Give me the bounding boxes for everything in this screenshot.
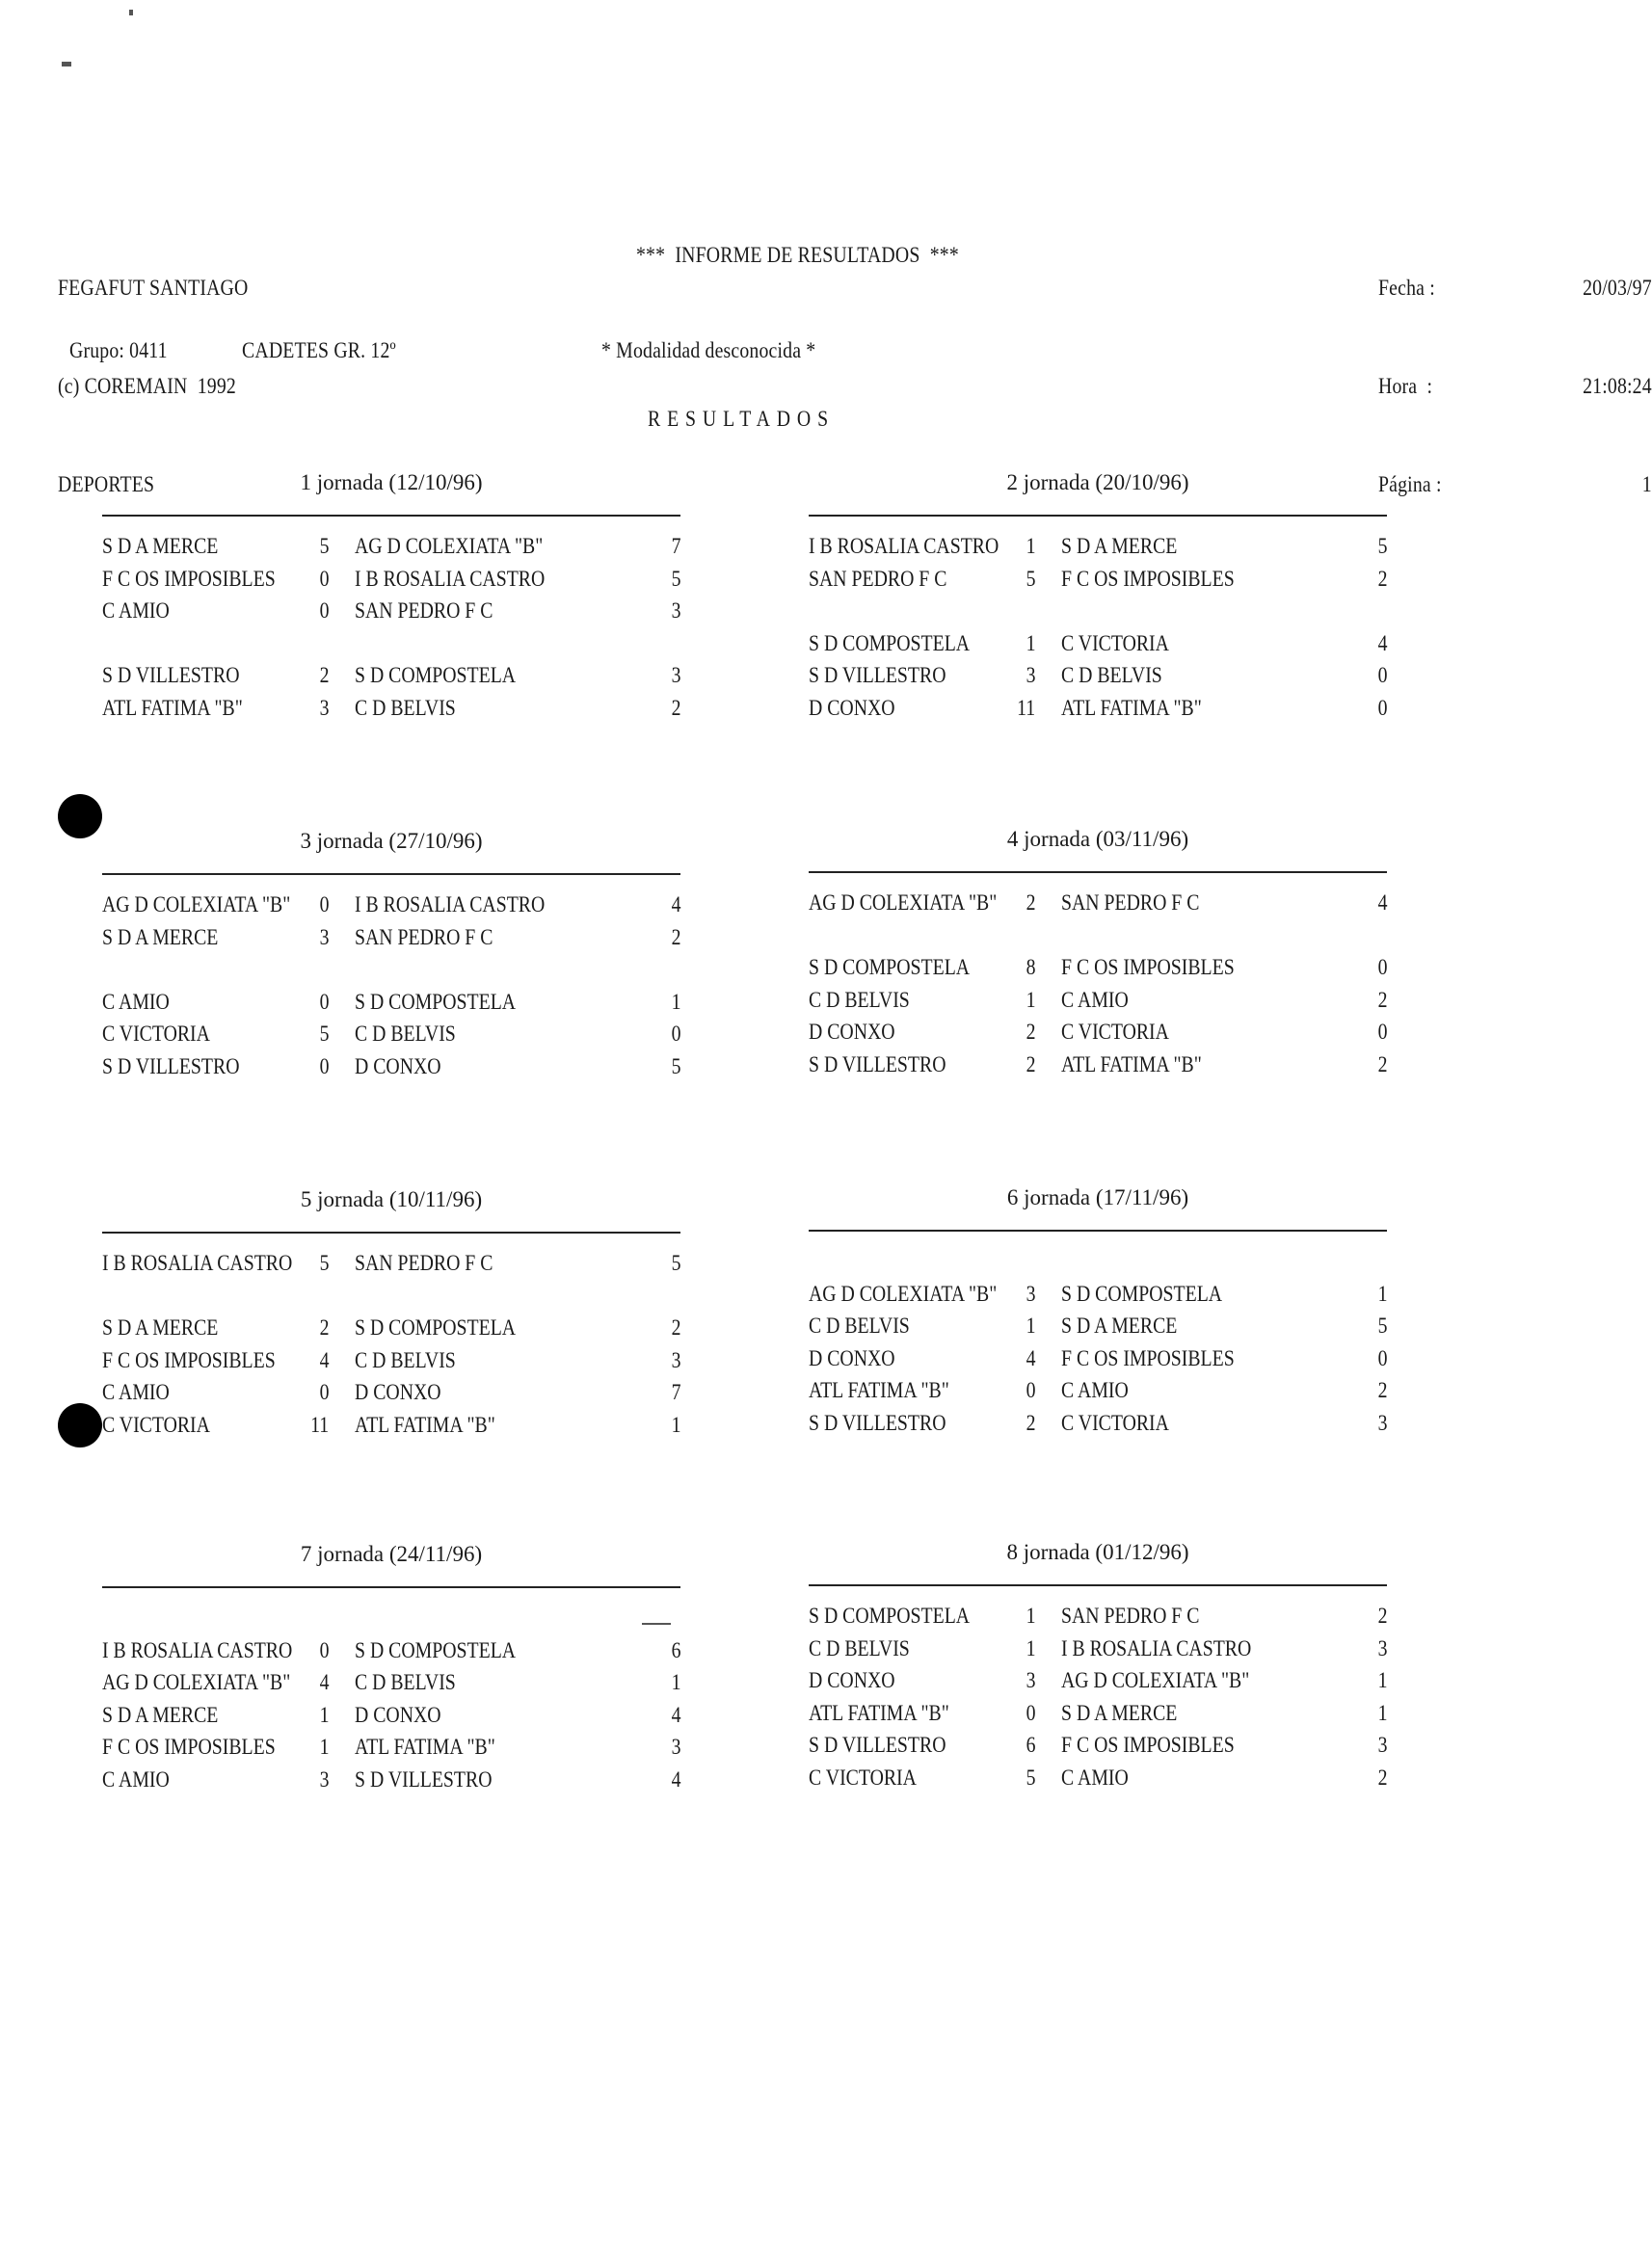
home-team: I B ROSALIA CASTRO [102,1251,293,1275]
match-row [809,1049,1387,1081]
home-team: C D BELVIS [809,987,910,1012]
match-row [102,921,680,954]
home-score: 3 [1026,1281,1035,1306]
home-score: 2 [1026,1411,1035,1435]
away-score: 2 [671,924,680,949]
match-row [809,1697,1387,1730]
match-row [102,1409,680,1442]
away-team: C D BELVIS [1061,663,1162,688]
away-team: C D BELVIS [355,696,456,720]
away-team: C VICTORIA [1061,1020,1169,1045]
home-score: 4 [1026,1345,1035,1370]
report-title: *** INFORME DE RESULTADOS *** [636,243,959,267]
away-score: 4 [671,892,680,916]
away-team: I B ROSALIA CASTRO [355,566,546,591]
away-score: 3 [671,1347,680,1372]
away-score: 3 [671,663,680,688]
home-team: F C OS IMPOSIBLES [102,1735,276,1760]
section-title: RESULTADOS [648,407,835,431]
home-score: 1 [319,1735,329,1760]
home-score: 2 [1026,1020,1035,1045]
home-team: SAN PEDRO F C [809,566,947,591]
match-row [809,1407,1387,1440]
home-score: 11 [1016,696,1035,720]
home-team: S D VILLESTRO [809,1052,946,1076]
away-score: 5 [671,1251,680,1275]
jornada-divider [102,1232,680,1234]
jornada-title: 7 jornada (24/11/96) [300,1542,483,1566]
home-team: C VICTORIA [809,1766,917,1790]
home-score: 0 [1026,1700,1035,1725]
home-team: ATL FATIMA "B" [809,1700,949,1725]
match-row [809,1310,1387,1342]
away-team: S D COMPOSTELA [355,1315,517,1341]
group-label: Grupo: 0411 [69,338,168,362]
jornada-title: 5 jornada (10/11/96) [300,1187,483,1211]
home-score: 1 [1026,987,1035,1012]
away-score: 4 [671,1767,680,1792]
home-score: 0 [319,1380,329,1405]
away-score: 3 [1377,1411,1387,1435]
away-score: 1 [1377,1700,1387,1725]
home-score: 1 [1026,1314,1035,1339]
match-row [102,1344,680,1377]
jornada-block [809,1536,1387,1796]
scan-speck [642,1623,671,1625]
away-team: C VICTORIA [1061,1411,1169,1435]
jornada-title: 8 jornada (01/12/96) [1006,1540,1189,1564]
scan-speck [62,62,71,66]
match-row [102,659,680,692]
match-row [809,1664,1387,1697]
home-score: 5 [1026,1766,1035,1790]
home-team: AG D COLEXIATA "B" [809,1281,998,1306]
home-team: S D COMPOSTELA [809,1604,971,1628]
match-row [809,984,1387,1017]
home-score: 1 [1026,1604,1035,1628]
home-team: S D VILLESTRO [102,1054,240,1078]
home-score: 1 [1026,630,1035,655]
away-team: S D A MERCE [1061,534,1178,558]
away-team: S D VILLESTRO [355,1767,493,1792]
home-score: 0 [319,1637,329,1662]
away-score: 1 [1377,1668,1387,1693]
away-team: SAN PEDRO F C [355,1251,493,1275]
away-team: D CONXO [355,1702,441,1727]
match-row [102,1731,680,1764]
away-score: 7 [671,1380,680,1405]
away-score: 5 [1377,1314,1387,1339]
group-modalidad: * Modalidad desconocida * [601,338,816,362]
away-score: 7 [671,534,680,558]
away-team: S D COMPOSTELA [355,663,517,688]
match-row [102,1699,680,1732]
home-team: D CONXO [809,1668,895,1693]
away-team: S D A MERCE [1061,1314,1178,1339]
away-score: 4 [1377,630,1387,655]
away-score: 2 [1377,1766,1387,1790]
jornada-divider [102,1586,680,1588]
away-score: 0 [1377,663,1387,688]
away-team: S D COMPOSTELA [355,989,517,1014]
away-team: C D BELVIS [355,1670,456,1695]
jornada-divider [809,871,1387,873]
away-team: C D BELVIS [355,1022,456,1047]
pagina-value: 1 [1641,472,1652,496]
match-row [809,1016,1387,1049]
away-score: 1 [671,1670,680,1695]
home-score: 3 [319,696,329,720]
group-category: CADETES GR. 12º [242,338,396,362]
home-score: 3 [1026,1668,1035,1693]
header-right [1378,206,1652,567]
match-row [809,1729,1387,1762]
match-row [809,1762,1387,1794]
away-team: I B ROSALIA CASTRO [1061,1635,1252,1660]
jornada-title: 6 jornada (17/11/96) [1006,1185,1189,1209]
home-team: S D A MERCE [102,924,219,949]
home-team: C AMIO [102,989,170,1014]
home-team: D CONXO [809,1345,895,1370]
jornada-divider [809,1584,1387,1586]
home-score: 0 [1026,1378,1035,1403]
hora-value: 21:08:24 [1583,374,1652,398]
jornada-block [102,1538,680,1798]
away-team: F C OS IMPOSIBLES [1061,1733,1235,1758]
home-team: S D VILLESTRO [102,663,240,688]
home-team: C D BELVIS [809,1635,910,1660]
jornada-block [102,1183,680,1444]
away-team: ATL FATIMA "B" [1061,1052,1202,1076]
home-score: 4 [319,1347,329,1372]
away-team: I B ROSALIA CASTRO [355,892,546,916]
home-team: I B ROSALIA CASTRO [809,534,999,558]
org-name: FEGAFUT SANTIAGO [58,276,249,300]
home-score: 1 [1026,1635,1035,1660]
jornada-divider [102,873,680,875]
match-row [102,1666,680,1699]
match-row [809,887,1387,919]
match-row [102,1050,680,1083]
match-row [809,627,1387,660]
away-score: 0 [1377,1345,1387,1370]
home-team: C AMIO [102,1380,170,1405]
away-score: 1 [1377,1281,1387,1306]
home-score: 5 [319,534,329,558]
home-team: AG D COLEXIATA "B" [809,890,998,915]
home-score: 4 [319,1670,329,1695]
match-row [809,563,1387,596]
home-score: 0 [319,989,329,1014]
away-score: 1 [671,1413,680,1437]
home-team: AG D COLEXIATA "B" [102,892,291,916]
match-row [102,1312,680,1344]
away-team: F C OS IMPOSIBLES [1061,1345,1235,1370]
match-row [102,1018,680,1050]
home-team: C VICTORIA [102,1022,210,1047]
away-score: 2 [1377,1604,1387,1628]
away-score: 5 [671,1054,680,1078]
home-team: S D COMPOSTELA [809,630,971,655]
home-team: C AMIO [102,1767,170,1792]
match-row [809,1342,1387,1375]
home-score: 5 [319,1251,329,1275]
match-row [102,595,680,627]
away-score: 0 [1377,955,1387,980]
home-score: 0 [319,566,329,591]
home-score: 8 [1026,955,1035,980]
home-score: 0 [319,1054,329,1078]
home-team: F C OS IMPOSIBLES [102,1347,276,1372]
fecha-value: 20/03/97 [1583,276,1652,300]
home-team: D CONXO [809,1020,895,1045]
away-team: F C OS IMPOSIBLES [1061,955,1235,980]
match-row [809,951,1387,984]
home-score: 0 [319,598,329,624]
jornada-divider [102,515,680,517]
away-team: S D COMPOSTELA [355,1637,517,1662]
away-score: 3 [671,1735,680,1760]
match-row [102,1376,680,1409]
away-score: 5 [1377,534,1387,558]
home-score: 2 [319,1315,329,1341]
jornada-title: 4 jornada (03/11/96) [1006,827,1189,851]
home-score: 6 [1026,1733,1035,1758]
match-row [102,1247,680,1280]
jornada-block [102,466,680,727]
home-score: 3 [1026,663,1035,688]
punch-hole-mark [58,794,102,838]
away-score: 5 [671,566,680,591]
jornada-title: 2 jornada (20/10/96) [1006,470,1189,494]
home-team: S D VILLESTRO [809,1411,946,1435]
away-score: 6 [671,1637,680,1662]
department: DEPORTES [58,472,155,496]
home-team: C VICTORIA [102,1413,210,1437]
match-row [809,692,1387,725]
home-score: 5 [1026,566,1035,591]
away-team: S D COMPOSTELA [1061,1281,1223,1306]
jornada-title: 3 jornada (27/10/96) [300,829,483,853]
away-team: D CONXO [355,1380,441,1405]
home-score: 3 [319,924,329,949]
away-score: 2 [671,1315,680,1341]
jornada-block [809,823,1387,1083]
away-score: 2 [1377,987,1387,1012]
away-score: 0 [671,1022,680,1047]
away-team: S D A MERCE [1061,1700,1178,1725]
home-score: 1 [1026,534,1035,558]
match-row [809,659,1387,692]
home-team: AG D COLEXIATA "B" [102,1670,291,1695]
home-score: 2 [319,663,329,688]
away-team: C D BELVIS [355,1347,456,1372]
away-score: 4 [1377,890,1387,915]
home-team: S D A MERCE [102,534,219,558]
match-row [102,1764,680,1796]
away-score: 2 [1377,1052,1387,1076]
jornada-title: 1 jornada (12/10/96) [300,470,483,494]
match-row [102,986,680,1019]
match-row [809,1633,1387,1665]
jornada-block [809,1182,1387,1442]
match-row [809,1278,1387,1311]
home-score: 5 [319,1022,329,1047]
home-team: S D COMPOSTELA [809,955,971,980]
match-row [102,530,680,563]
home-score: 0 [319,892,329,916]
home-team: S D VILLESTRO [809,663,946,688]
away-team: SAN PEDRO F C [355,924,493,949]
match-row [102,692,680,725]
punch-hole-mark [58,1403,102,1447]
away-team: C AMIO [1061,987,1129,1012]
away-team: D CONXO [355,1054,441,1078]
home-score: 1 [319,1702,329,1727]
away-team: C AMIO [1061,1766,1129,1790]
home-team: C D BELVIS [809,1314,910,1339]
home-team: ATL FATIMA "B" [102,696,243,720]
jornada-block [102,825,680,1085]
home-team: I B ROSALIA CASTRO [102,1637,293,1662]
jornada-divider [809,1230,1387,1232]
home-score: 3 [319,1767,329,1792]
away-team: C VICTORIA [1061,630,1169,655]
home-team: D CONXO [809,696,895,720]
away-team: ATL FATIMA "B" [355,1735,495,1760]
copyright: (c) COREMAIN 1992 [58,374,236,398]
match-row [102,563,680,596]
match-row [809,1374,1387,1407]
away-score: 2 [671,696,680,720]
away-team: AG D COLEXIATA "B" [1061,1668,1250,1693]
away-score: 2 [1377,566,1387,591]
home-team: S D A MERCE [102,1315,219,1341]
away-team: SAN PEDRO F C [1061,890,1200,915]
away-team: AG D COLEXIATA "B" [355,534,544,558]
away-team: C AMIO [1061,1378,1129,1403]
away-score: 2 [1377,1378,1387,1403]
home-score: 2 [1026,1052,1035,1076]
match-row [809,1600,1387,1633]
hora-label: Hora : [1378,374,1433,398]
away-team: SAN PEDRO F C [1061,1604,1200,1628]
away-score: 4 [671,1702,680,1727]
home-team: C AMIO [102,598,170,624]
away-score: 3 [1377,1733,1387,1758]
home-team: F C OS IMPOSIBLES [102,566,276,591]
away-team: ATL FATIMA "B" [1061,696,1202,720]
match-row [809,530,1387,563]
away-score: 3 [671,598,680,624]
jornada-block [809,466,1387,727]
home-score: 2 [1026,890,1035,915]
home-team: ATL FATIMA "B" [809,1378,949,1403]
away-score: 0 [1377,1020,1387,1045]
away-team: ATL FATIMA "B" [355,1413,495,1437]
home-score: 11 [309,1413,329,1437]
jornada-divider [809,515,1387,517]
home-team: S D A MERCE [102,1702,219,1727]
away-team: F C OS IMPOSIBLES [1061,566,1235,591]
fecha-label: Fecha : [1378,276,1435,300]
pagina-label: Página : [1378,472,1442,496]
away-score: 3 [1377,1635,1387,1660]
home-team: S D VILLESTRO [809,1733,946,1758]
scan-speck [129,10,133,15]
away-score: 1 [671,989,680,1014]
match-row [102,1634,680,1667]
away-score: 0 [1377,696,1387,720]
away-team: SAN PEDRO F C [355,598,493,624]
match-row [102,889,680,921]
